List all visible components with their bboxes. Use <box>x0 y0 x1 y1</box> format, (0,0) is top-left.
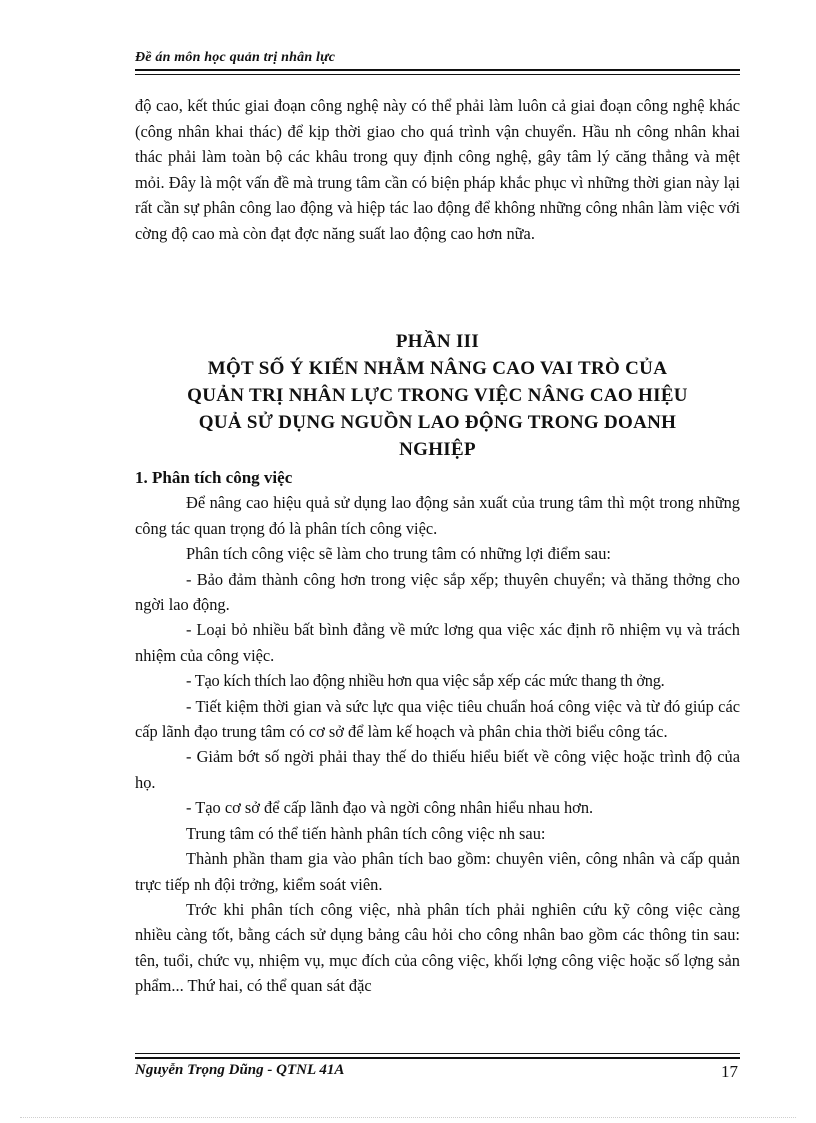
bullet-item: - Loại bỏ nhiều bất bình đẳng về mức lơng qua việc xác định rõ nhiệm vụ và trách nhiệm của công việc. <box>135 620 740 665</box>
bullet-item: - Giảm bớt số ngời phải thay thế do thiếu hiểu biết về công việc hoặc trình độ của họ. <box>135 747 740 792</box>
page-bottom-border <box>20 1117 796 1118</box>
intro-text-block <box>135 93 740 246</box>
part-label: PHẦN III <box>395 331 480 352</box>
paragraph: Trớc khi phân tích công việc, nhà phân tích phải nghiên cứu kỹ công việc càng nhiều càng tốt, bằng cách sử dụng bảng câu hỏi cho công nhân bao gồm các thông tin sau: tên, tuổi, chức vụ, nhiệm vụ, mục đích của công việc, khối lợng công việc hoặc số lợng sản phẩm... Thứ hai, có thể quan sát đặc <box>135 899 740 996</box>
part-title-block <box>135 328 740 463</box>
section-content <box>135 465 740 999</box>
header-rule-thin <box>135 74 740 75</box>
bullet-item: - Tạo kích thích lao động nhiều hơn qua việc sắp xếp các mức thang th ởng. <box>186 671 665 691</box>
bullet-item: - Bảo đảm thành công hơn trong việc sắp xếp; thuyên chuyển; và thăng thởng cho ngời lao động. <box>135 569 740 615</box>
page-number: 17 <box>721 1062 738 1081</box>
part-title-line-3: QUẢ SỬ DỤNG NGUỒN LAO ĐỘNG TRONG DOANH <box>198 412 677 433</box>
paragraph: Để nâng cao hiệu quả sử dụng lao động sản xuất của trung tâm thì một trong những công tác quan trọng đó là phân tích công việc. <box>135 493 740 538</box>
page-header <box>135 50 740 66</box>
footer-rule-thick <box>135 1057 740 1059</box>
paragraph: Trung tâm có thể tiến hành phân tích công việc nh sau: <box>186 823 546 843</box>
footer-author: Nguyễn Trọng Dũng - QTNL 41A <box>135 1062 345 1078</box>
header-rule-thick <box>135 69 740 71</box>
section-heading: 1. Phân tích công việc <box>135 468 293 487</box>
header-title: Đề án môn học quản trị nhân lực <box>135 50 336 65</box>
paragraph: Thành phần tham gia vào phân tích bao gồm: chuyên viên, công nhân và cấp quản trực tiếp nh đội trởng, kiểm soát viên. <box>135 849 740 894</box>
part-title-line-2: QUẢN TRỊ NHÂN LỰC TRONG VIỆC NÂNG CAO HIỆU <box>187 385 688 406</box>
part-title-line-1: MỘT SỐ Ý KIẾN NHẰM NÂNG CAO VAI TRÒ CỦA <box>207 358 668 379</box>
footer-rule-thin <box>135 1053 740 1054</box>
bullet-item: - Tiết kiệm thời gian và sức lực qua việc tiêu chuẩn hoá công việc và từ đó giúp các cấp lãnh đạo trung tâm có cơ sở để làm kế hoạch và phân chia thời biểu công tác. <box>135 696 740 742</box>
bullet-item: - Tạo cơ sở để cấp lãnh đạo và ngời công nhân hiểu nhau hơn. <box>186 798 594 818</box>
intro-paragraph: độ cao, kết thúc giai đoạn công nghệ này có thể phải làm luôn cả giai đoạn công nghệ khác (công nhân khai thác) để kịp thời giao cho quá trình vận chuyển. Hầu nh công nhân khai thác phải làm toàn bộ các khâu trong quy định công nghệ, gây tâm lý căng thẳng và mệt mỏi. Đây là một vấn đề mà trung tâm cần có biện pháp khắc phục vì những thời gian này lại rất cần sự phân công lao động và hiệp tác lao động để không những công nhân làm việc với cờng độ cao mà còn đạt đợc năng suất lao động cao hơn nữa. <box>135 96 740 243</box>
part-title-line-4: NGHIỆP <box>399 439 476 460</box>
paragraph: Phân tích công việc sẽ làm cho trung tâm có những lợi điểm sau: <box>186 544 611 564</box>
